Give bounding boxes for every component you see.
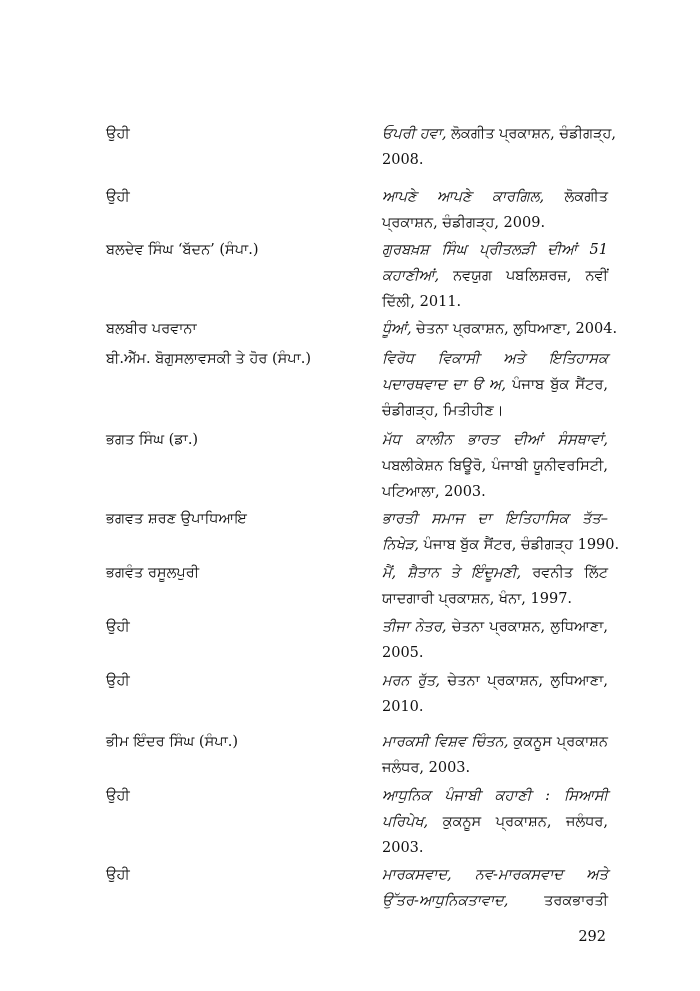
entry-author: ਉਹੀ: [106, 867, 130, 883]
publication-line: [382, 372, 608, 398]
publication-details: ਪਬਲੀਕੇਸ਼ਨ ਬਿਊਰੋ, ਪੰਜਾਬੀ ਯੂਨੀਵਰਸਿਟੀ,: [382, 458, 608, 474]
entry-author: ਭਗਤ ਸਿੰਘ (ਡਾ.): [106, 432, 199, 448]
work-title: ਮਾਰਕਸਵਾਦ, ਨਵ-ਮਾਰਕਸਵਾਦ ਅਤੇ: [382, 867, 608, 883]
publication-line: [382, 121, 617, 147]
entry-publication: [382, 121, 617, 173]
publication-details: ਨਵਯੁਗ ਪਬਲਿਸ਼ਰਜ਼, ਨਵੀਂ: [439, 268, 608, 284]
publication-details: ਪੰਜਾਬ ਬੁੱਕ ਸੈਂਟਰ,: [505, 377, 608, 393]
publication-details: ਚੇਤਨਾ ਪ੍ਰਕਾਸ਼ਨ, ਲੁਧਿਆਣਾ,: [446, 619, 608, 635]
publication-line: [382, 835, 608, 861]
work-title: ਓਪਰੀ ਹਵਾ,: [382, 126, 447, 142]
publication-line: [382, 479, 608, 505]
publication-line: [382, 427, 608, 453]
entry-author: ਉਹੀ: [106, 673, 130, 689]
entry-publication: [382, 346, 608, 424]
publication-details: ਤਰਕਭਾਰਤੀ: [508, 893, 608, 909]
publication-line: [382, 694, 608, 720]
work-title: ਧੂੰਆਂ,: [382, 321, 412, 337]
publication-details: ਜਲੰਧਰ, 2003.: [382, 760, 471, 776]
publication-details: ਕੁਕਨੂਸ ਪ੍ਰਕਾਸ਼ਨ, ਜਲੰਧਰ,: [428, 814, 608, 830]
work-title: ਗੁਰਬਖ਼ਸ਼ ਸਿੰਘ ਪ੍ਰੀਤਲੜੀ ਦੀਆਂ 51: [382, 242, 608, 258]
publication-details: ਕੁਕਨੂਸ ਪ੍ਰਕਾਸ਼ਨ: [508, 734, 608, 750]
publication-details: ਦਿੱਲੀ, 2011.: [382, 294, 462, 310]
work-title: ਤੀਜਾ ਨੇਤਰ,: [382, 619, 447, 635]
entry-publication: [382, 427, 608, 505]
work-title: ਨਿਖੇੜ,: [382, 537, 420, 553]
entry-author: ਬਲਦੇਵ ਸਿੰਘ ‘ਬੱਦਨ’ (ਸੰਪਾ.): [106, 242, 259, 258]
publication-line: [382, 316, 618, 342]
publication-details: ਪੰਜਾਬ ਬੁੱਕ ਸੈਂਟਰ, ਚੰਡੀਗੜ੍ਹ 1990.: [419, 537, 620, 553]
work-title: ਕਹਾਣੀਆਂ,: [382, 268, 440, 284]
publication-line: [382, 210, 608, 236]
work-title: ਆਪਣੇ ਆਪਣੇ ਕਾਰਗਿਲ,: [382, 189, 545, 205]
work-title: ਪਰਿਪੇਖ,: [382, 814, 429, 830]
entry-publication: [382, 184, 608, 236]
publication-line: [382, 237, 608, 263]
publication-line: [382, 398, 608, 424]
entry-publication: [382, 506, 620, 558]
publication-details: ਚੇਤਨਾ ਪ੍ਰਕਾਸ਼ਨ, ਲੁਧਿਆਣਾ,: [439, 673, 608, 689]
work-title: ਪਦਾਰਥਵਾਦ ਦਾ ੳ ਅ,: [382, 377, 506, 393]
entry-author: ਉਹੀ: [106, 189, 130, 205]
work-title: ਆਧੁਨਿਕ ਪੰਜਾਬੀ ਕਹਾਣੀ : ਸਿਆਸੀ: [382, 788, 608, 804]
publication-line: [382, 532, 620, 558]
entry-publication: [382, 614, 608, 666]
entry-publication: [382, 316, 618, 342]
entry-author: ਬੀ.ਐੱਮ. ਬੋਗੁਸਲਾਵਸਕੀ ਤੇ ਹੋਰ (ਸੰਪਾ.): [106, 351, 312, 367]
publication-details: ਲੋਕਗੀਤ ਪ੍ਰਕਾਸ਼ਨ, ਚੰਡੀਗੜ੍ਹ,: [446, 126, 617, 142]
publication-details: ਚੰਡੀਗੜ੍ਹ, ਮਿਤੀਹੀਣ।: [382, 403, 504, 419]
publication-line: [382, 184, 608, 210]
entry-publication: [382, 729, 608, 781]
publication-details: ਪ੍ਰਕਾਸ਼ਨ, ਚੰਡੀਗੜ੍ਹ, 2009.: [382, 215, 546, 231]
work-title: ਮਾਰਕਸੀ ਵਿਸ਼ਵ ਚਿੰਤਨ,: [382, 734, 509, 750]
publication-line: [382, 729, 608, 755]
work-title: ਵਿਰੋਧ ਵਿਕਾਸੀ ਅਤੇ ਇਤਿਹਾਸਕ: [382, 351, 608, 367]
work-title: ਮੈਂ, ਸ਼ੈਤਾਨ ਤੇ ਇੰਦੂਮਣੀ,: [382, 565, 522, 581]
publication-line: [382, 289, 608, 315]
publication-line: [382, 614, 608, 640]
publication-line: [382, 809, 608, 835]
publication-line: [382, 263, 608, 289]
entry-publication: [382, 560, 608, 612]
entry-publication: [382, 862, 608, 914]
publication-line: [382, 755, 608, 781]
publication-details: 2003.: [382, 840, 424, 856]
entry-author: ਭਗਵੰਤ ਰਸੂਲਪੁਰੀ: [106, 565, 200, 581]
entry-author: ਉਹੀ: [106, 619, 130, 635]
entry-publication: [382, 783, 608, 861]
publication-line: [382, 560, 608, 586]
publication-line: [382, 346, 608, 372]
publication-details: 2008.: [382, 152, 424, 168]
publication-line: [382, 668, 608, 694]
entry-author: ਭਗਵਤ ਸ਼ਰਣ ਉਪਾਧਿਆਇ: [106, 511, 247, 527]
entry-author: ਬਲਬੀਰ ਪਰਵਾਨਾ: [106, 321, 197, 337]
entry-publication: [382, 237, 608, 315]
publication-details: ਯਾਦਗਾਰੀ ਪ੍ਰਕਾਸ਼ਨ, ਖੰਨਾ, 1997.: [382, 591, 573, 607]
publication-line: [382, 888, 608, 914]
publication-details: ਲੋਕਗੀਤ: [544, 189, 608, 205]
work-title: ਮਰਨ ਰੁੱਤ,: [382, 673, 440, 689]
publication-line: [382, 862, 608, 888]
publication-line: [382, 506, 608, 532]
entry-author: ਉਹੀ: [106, 788, 130, 804]
work-title: ਉੱਤਰ-ਆਧੁਨਿਕਤਾਵਾਦ,: [382, 893, 509, 909]
publication-line: [382, 453, 608, 479]
work-title: ਭਾਰਤੀ ਸਮਾਜ ਦਾ ਇਤਿਹਾਸਿਕ ਤੱਤ–: [382, 511, 608, 527]
publication-line: [382, 783, 608, 809]
entry-author: ਭੀਮ ਇੰਦਰ ਸਿੰਘ (ਸੰਪਾ.): [106, 734, 239, 750]
publication-line: [382, 640, 608, 666]
publication-line: [382, 586, 608, 612]
publication-line: [382, 147, 608, 173]
entry-author: ਉਹੀ: [106, 126, 130, 142]
work-title: ਮੱਧ ਕਾਲੀਨ ਭਾਰਤ ਦੀਆਂ ਸੰਸਥਾਵਾਂ,: [382, 432, 608, 448]
publication-details: ਰਵਨੀਤ ਲਿੱਟ: [521, 565, 608, 581]
publication-details: ਪਟਿਆਲਾ, 2003.: [382, 484, 486, 500]
publication-details: 2005.: [382, 645, 424, 661]
publication-details: 2010.: [382, 699, 424, 715]
page-number: 292: [578, 929, 606, 945]
entry-publication: [382, 668, 608, 720]
publication-details: ਚੇਤਨਾ ਪ੍ਰਕਾਸ਼ਨ, ਲੁਧਿਆਣਾ, 2004.: [411, 321, 618, 337]
